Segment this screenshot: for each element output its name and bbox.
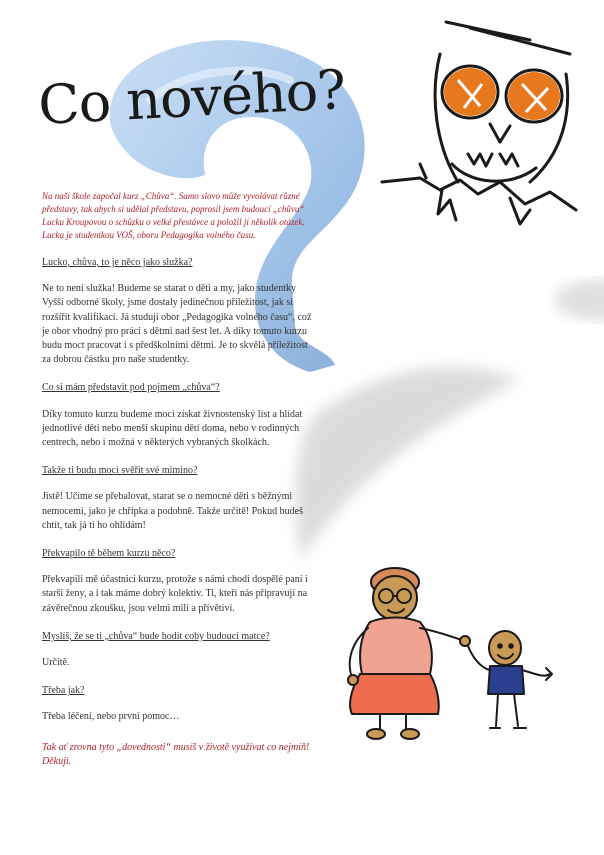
interview-answer: Třeba léčení, nebo první pomoc…: [42, 711, 180, 723]
interview-question: Třeba jak?: [42, 685, 85, 697]
interview-answer: Díky tomuto kurzu budeme moci získat živnostenský list a hlídat jednotlivé děti nebo menší skupinu dětí doma, nebo v rodinných centrech, nebo i možná v některých vybraných školkách.: [42, 408, 303, 449]
interview-question: Co si mám představit pod pojmem „chůva“?: [42, 382, 220, 394]
page-title: Co nového?: [36, 58, 347, 138]
article-intro: Na naší škole započal kurz „Chůva“. Samo slovo může vyvolávat různé představy, tak abych si udělal představu, poprosil jsem budoucí „chůvu“ Lucku Kroupovou o schůzku o velké přestávce a položil jí několik otázek. Lucka je studentkou VOŠ, oboru Pedagogika volného času.: [42, 191, 305, 240]
article-outro: Tak ať zrovna tyto „dovednosti“ musíš v životě využívat co nejmíň! Děkuji.: [42, 741, 310, 767]
interview-question: Takže ti budu moci svěřit své mimino?: [42, 465, 198, 477]
owl-icon: [380, 14, 580, 236]
interview-question: Lucko, chůva, to je něco jako služka?: [42, 257, 193, 268]
article: [42, 190, 312, 769]
interview-answer: Jistě! Učíme se přebalovat, starat se o nemocné děti s běžnými nemocemi, jako je chřipka a podobně. Takže určitě! Pokud budeš chtít, tak já ti ho ohlídám!: [42, 491, 303, 531]
woman-and-child-icon: [340, 556, 560, 746]
interview-answer: Překvapili mě účastnici kurzu, protože s námi chodí dospělé paní i starší ženy, a i tak máme dobrý kolektiv. Ti, kteří nás připravují na závěrečnou zkoušku, jsou velmi milí a přívětiví.: [42, 574, 308, 614]
interview-question: Překvapilo tě během kurzu něco?: [42, 548, 176, 560]
interview-answer: Ne to není služka! Budeme se starat o děti a my, jako studentky Vyšší odborné školy, jsme dostaly jedinečnou příležitost, jak si rozšířit kvalifikaci. Já studuji obor „Pedagogika volného času“, což je obor vhodný pro práci s dětmi nad šest let. A díky tomuto kurzu budu moct pracovat i s předškolními dětmi. Je to skvělá příležitost za dobrou částku pro naše studentky.: [42, 283, 312, 366]
interview-answer: Určitě.: [42, 657, 70, 669]
interview-question: Myslíš, že se ti „chůva“ bude hodit coby budoucí matce?: [42, 630, 270, 642]
